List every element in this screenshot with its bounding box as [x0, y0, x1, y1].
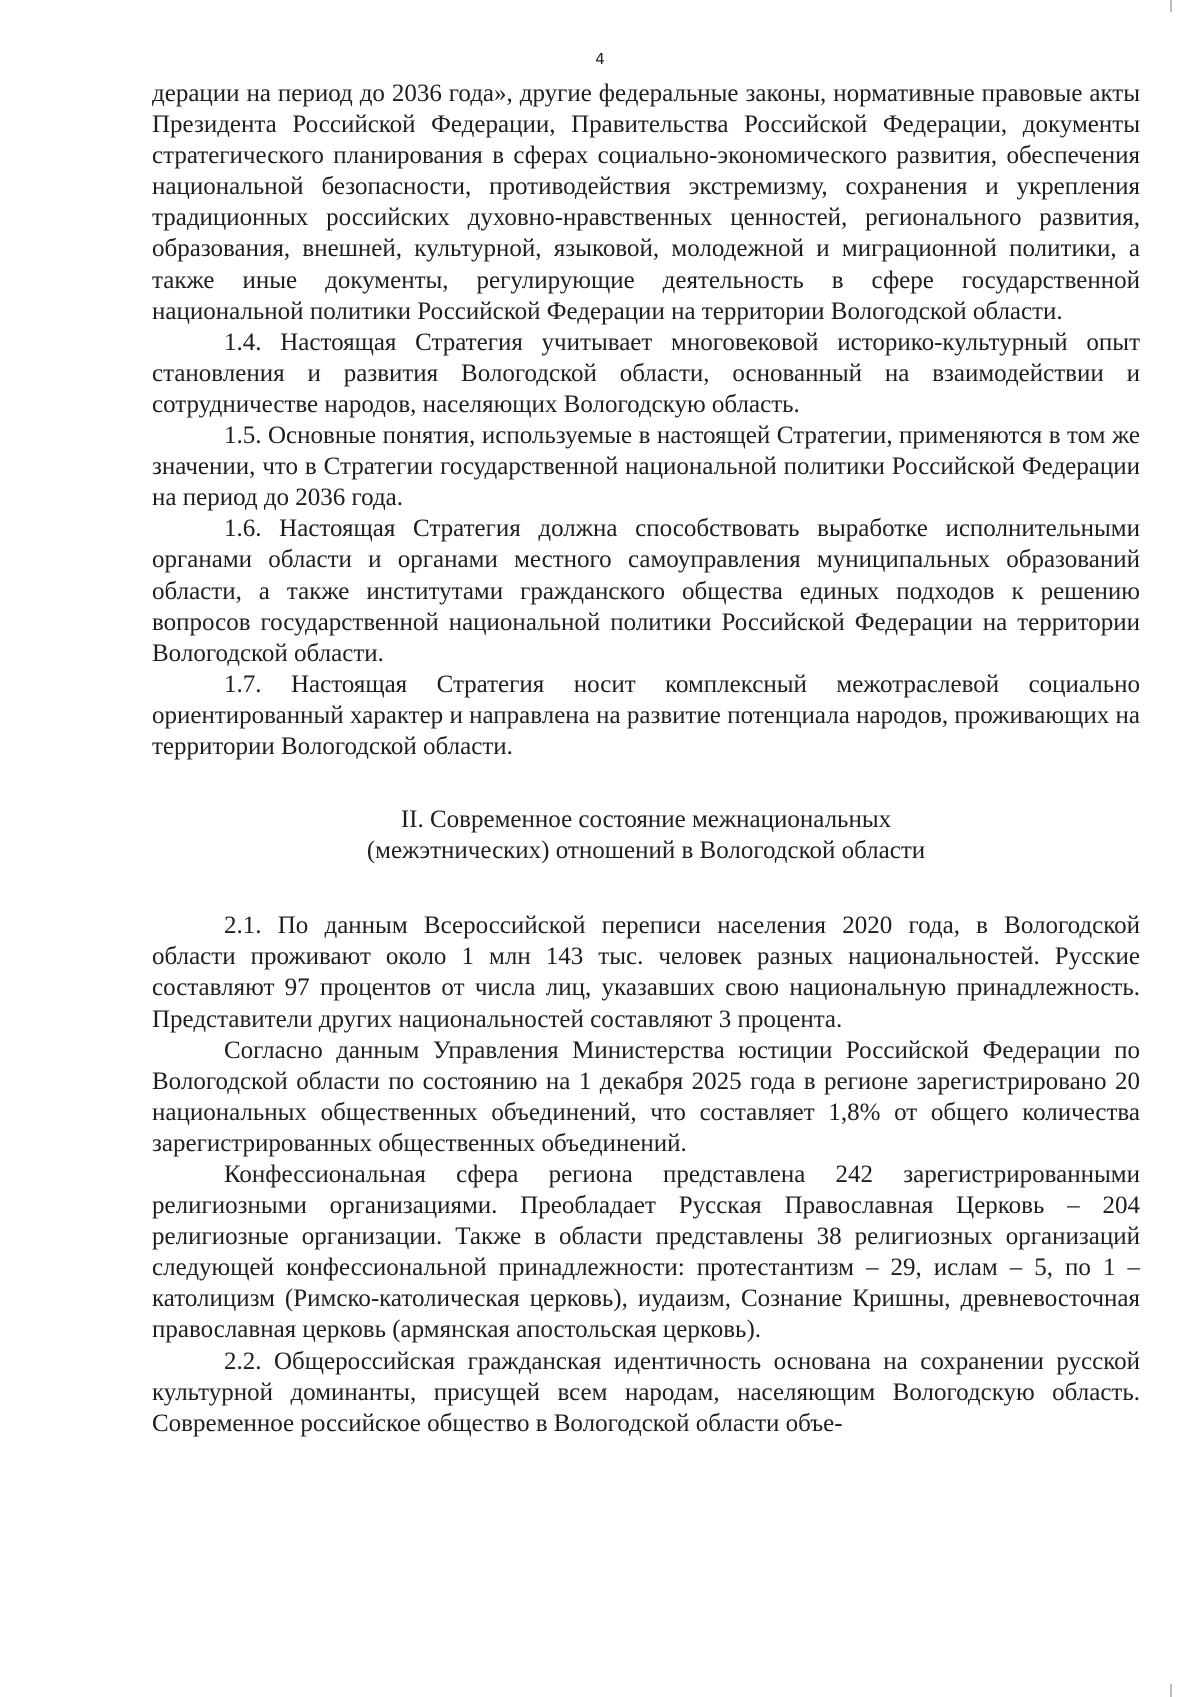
section-heading: [152, 804, 1140, 866]
paragraph-1-5: 1.5. Основные понятия, используемые в настоящей Стратегии, применяются в том же значении, что в Стратегии государственной национальной политики Российской Федерации на период до 2036 года.: [152, 422, 1140, 512]
paragraph-ministry-justice: Согласно данным Управления Министерства юстиции Российской Федерации по Вологодской области по состоянию на 1 декабря 2025 года в регионе зарегистрировано 20 национальных общественных объединений, что составляет 1,8% от общего количества зарегистрированных общественных объединений.: [152, 1036, 1140, 1157]
section-heading-line-2: (межэтнических) отношений в Вологодской области: [366, 837, 926, 865]
document-body: [152, 78, 1140, 1439]
paragraph-confessional: Конфессиональная сфера региона представлена 242 зарегистрированными религиозными организациями. Преобладает Русская Православная Церковь – 204 религиозные организации. Также в области представлены 38 религиозных организаций следующей конфессиональной принадлежности: протестантизм – 29, ислам – 5, по 1 – католицизм (Римско-католическая церковь), иудаизм, Сознание Кришны, древневосточная православная церковь (армянская апостольская церковь).: [152, 1161, 1140, 1344]
scan-edge-mark: [1170, 1684, 1172, 1697]
page-number: 4: [595, 50, 605, 68]
scan-edge-mark: [1170, 0, 1172, 12]
section-heading-line-1: II. Современное состояние межнациональных: [400, 806, 892, 834]
paragraph-continuation: дерации на период до 2036 года», другие федеральные законы, нормативные правовые акты Президента Российской Федерации, Правительства Российской Федерации, документы стратегического планирования в сферах социально-экономического развития, обеспечения национальной безопасности, противодействия экстремизму, сохранения и укрепления традиционных российских духовно-нравственных ценностей, регионального развития, образования, внешней, культурной, языковой, молодежной и миграционной политики, а также иные документы, регулирующие деятельность в сфере государственной национальной политики Российской Федерации на территории Вологодской области.: [152, 80, 1140, 325]
paragraph-1-6: 1.6. Настоящая Стратегия должна способствовать выработке исполнительными органами области и органами местного самоуправления муниципальных образований области, а также институтами гражданского общества единых подходов к решению вопросов государственной национальной политики Российской Федерации на территории Вологодской области.: [152, 515, 1140, 667]
paragraph-1-7: 1.7. Настоящая Стратегия носит комплексный межотраслевой социально ориентированный характер и направлена на развитие потенциала народов, проживающих на территории Вологодской области.: [152, 670, 1140, 760]
paragraph-2-1: 2.1. По данным Всероссийской переписи населения 2020 года, в Вологодской области проживают около 1 млн 143 тыс. человек разных национальностей. Русские составляют 97 процентов от числа лиц, указавших свою национальную принадлежность. Представители других национальностей составляют 3 процента.: [152, 912, 1140, 1033]
paragraph-2-2: 2.2. Общероссийская гражданская идентичность основана на сохранении русской культурной доминанты, присущей всем народам, населяющим Вологодскую область. Современное российское общество в Вологодской области объе-: [152, 1347, 1140, 1437]
paragraph-1-4: 1.4. Настоящая Стратегия учитывает многовековой историко-культурный опыт становления и развития Вологодской области, основанный на взаимодействии и сотрудничестве народов, населяющих Вологодскую область.: [152, 328, 1140, 418]
